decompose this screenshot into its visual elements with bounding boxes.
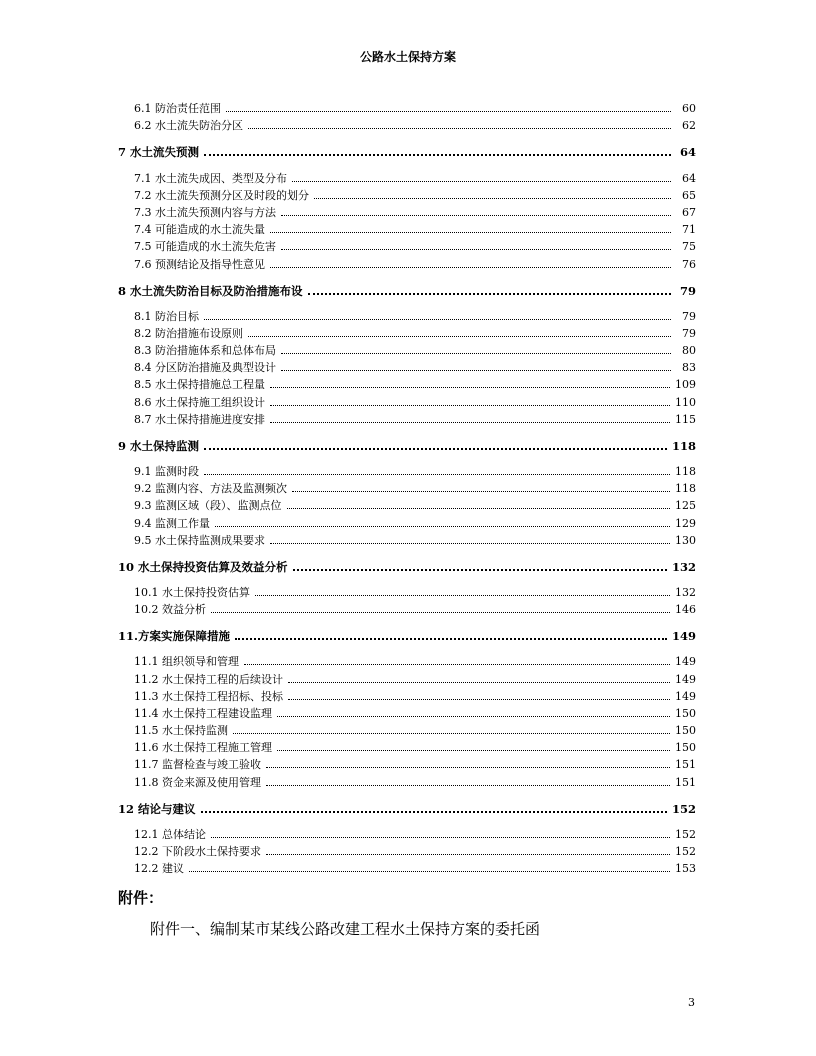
- toc-entry-label: 10.2 效益分析: [134, 603, 206, 617]
- toc-entry-label: 11.7 监督检查与竣工验收: [134, 758, 261, 772]
- toc-entry-label: 9.5 水土保持监测成果要求: [134, 533, 265, 547]
- toc-entry-page: 118: [671, 438, 696, 453]
- toc-entry-page: 79: [682, 326, 696, 340]
- toc-dot-leader: [235, 637, 667, 640]
- annex-item: 附件一、编制某市某线公路改建工程水土保持方案的委托函: [150, 920, 541, 938]
- toc-dot-leader: [288, 698, 670, 700]
- toc-entry-page: 146: [675, 603, 696, 617]
- toc-entry-page: 64: [679, 145, 696, 160]
- toc-section-entry[interactable]: [118, 306, 696, 323]
- toc-entry-label: 6.1 防治责任范围: [134, 102, 221, 116]
- toc-section-entry[interactable]: [118, 754, 696, 771]
- toc-entry-page: 71: [682, 223, 696, 237]
- toc-section-entry[interactable]: [118, 461, 696, 478]
- toc-section-entry[interactable]: [118, 495, 696, 512]
- toc-entry-page: 75: [682, 240, 696, 254]
- toc-chapter-entry[interactable]: [118, 434, 696, 453]
- toc-entry-label: 12 结论与建议: [118, 801, 196, 816]
- toc-entry-page: 152: [675, 827, 696, 841]
- page-number: 3: [688, 996, 695, 1009]
- toc-entry-label: 8 水土流失防治目标及防治措施布设: [118, 283, 303, 298]
- toc-dot-leader: [277, 749, 670, 751]
- toc-entry-page: 64: [682, 171, 696, 185]
- toc-chapter-entry[interactable]: [118, 797, 696, 816]
- toc-entry-page: 80: [682, 344, 696, 358]
- toc-entry-label: 7.6 预测结论及指导性意见: [134, 257, 265, 271]
- toc-dot-leader: [255, 594, 670, 596]
- toc-dot-leader: [270, 542, 670, 544]
- toc-entry-page: 62: [682, 119, 696, 133]
- toc-entry-page: 149: [671, 629, 696, 644]
- toc-entry-label: 9.4 监测工作量: [134, 516, 210, 530]
- toc-dot-leader: [292, 490, 670, 492]
- toc-dot-leader: [244, 663, 670, 665]
- toc-entry-label: 8.5 水土保持措施总工程量: [134, 378, 265, 392]
- toc-entry-label: 6.2 水土流失防治分区: [134, 119, 243, 133]
- toc-entry-label: 12.2 建议: [134, 862, 184, 876]
- toc-entry-label: 12.1 总体结论: [134, 827, 206, 841]
- toc-entry-page: 149: [675, 672, 696, 686]
- toc-entry-label: 9.2 监测内容、方法及监测频次: [134, 482, 287, 496]
- toc-entry-label: 7.5 可能造成的水土流失危害: [134, 240, 276, 254]
- toc-dot-leader: [293, 568, 667, 571]
- toc-section-entry[interactable]: [118, 409, 696, 426]
- toc-entry-label: 9.3 监测区域（段）、监测点位: [134, 499, 282, 513]
- toc-entry-label: 7.3 水土流失预测内容与方法: [134, 205, 276, 219]
- toc-entry-page: 118: [675, 465, 696, 478]
- toc-entry-page: 125: [675, 499, 696, 513]
- toc-section-entry[interactable]: [118, 703, 696, 720]
- toc-entry-page: 83: [682, 361, 696, 375]
- toc-entry-label: 7 水土流失预测: [118, 145, 200, 160]
- toc-dot-leader: [204, 318, 671, 320]
- toc-entry-page: 132: [675, 585, 696, 599]
- toc-section-entry[interactable]: [118, 478, 696, 495]
- toc-section-entry[interactable]: [118, 115, 696, 132]
- toc-entry-page: 130: [675, 533, 696, 547]
- toc-dot-leader: [204, 153, 671, 156]
- toc-section-entry[interactable]: [118, 219, 696, 236]
- toc-entry-label: 11.1 组织领导和管理: [134, 655, 239, 669]
- toc-chapter-entry[interactable]: [118, 279, 696, 298]
- toc-dot-leader: [277, 715, 670, 717]
- toc-dot-leader: [270, 266, 671, 268]
- toc-section-entry[interactable]: [118, 202, 696, 219]
- toc-section-entry[interactable]: [118, 686, 696, 703]
- toc-dot-leader: [204, 473, 670, 475]
- toc-entry-label: 8.2 防治措施布设原则: [134, 326, 243, 340]
- toc-dot-leader: [226, 110, 671, 112]
- toc-dot-leader: [189, 870, 670, 872]
- toc-dot-leader: [281, 369, 671, 371]
- toc-entry-label: 11.2 水土保持工程的后续设计: [134, 672, 283, 686]
- toc-section-entry[interactable]: [118, 512, 696, 529]
- toc-entry-page: 150: [675, 706, 696, 720]
- toc-entry-page: 129: [675, 516, 696, 530]
- table-of-contents: [118, 98, 696, 875]
- toc-entry-label: 8.3 防治措施体系和总体布局: [134, 344, 276, 358]
- toc-entry-page: 152: [671, 801, 696, 816]
- toc-entry-page: 110: [675, 395, 696, 409]
- toc-entry-label: 9 水土保持监测: [118, 438, 200, 453]
- toc-dot-leader: [248, 335, 671, 337]
- toc-dot-leader: [281, 214, 671, 216]
- toc-dot-leader: [288, 681, 670, 683]
- toc-entry-label: 11.6 水土保持工程施工管理: [134, 741, 272, 755]
- toc-section-entry[interactable]: [118, 323, 696, 340]
- toc-dot-leader: [281, 248, 671, 250]
- toc-dot-leader: [270, 404, 670, 406]
- toc-entry-label: 8.6 水土保持施工组织设计: [134, 395, 265, 409]
- toc-entry-label: 8.7 水土保持措施进度安排: [134, 412, 265, 426]
- toc-entry-page: 132: [671, 559, 696, 574]
- toc-dot-leader: [233, 732, 670, 734]
- toc-section-entry[interactable]: [118, 357, 696, 374]
- toc-section-entry[interactable]: [118, 599, 696, 616]
- toc-dot-leader: [201, 810, 667, 813]
- toc-dot-leader: [266, 766, 670, 768]
- toc-section-entry[interactable]: [118, 651, 696, 668]
- toc-dot-leader: [211, 836, 670, 838]
- toc-entry-page: 150: [675, 724, 696, 738]
- toc-dot-leader: [204, 447, 667, 450]
- toc-entry-label: 7.4 可能造成的水土流失量: [134, 223, 265, 237]
- toc-entry-page: 151: [675, 758, 696, 772]
- toc-entry-label: 12.2 下阶段水土保持要求: [134, 845, 261, 858]
- toc-dot-leader: [266, 853, 670, 855]
- toc-section-entry[interactable]: [118, 824, 696, 841]
- toc-entry-label: 8.1 防治目标: [134, 309, 199, 323]
- toc-entry-label: 11.5 水土保持监测: [134, 724, 228, 738]
- toc-chapter-entry[interactable]: [118, 624, 696, 643]
- toc-section-entry[interactable]: [118, 737, 696, 754]
- toc-entry-page: 60: [682, 102, 696, 116]
- toc-section-entry[interactable]: [118, 391, 696, 408]
- toc-section-entry[interactable]: [118, 185, 696, 202]
- toc-dot-leader: [308, 292, 671, 295]
- toc-entry-page: 150: [675, 741, 696, 755]
- toc-dot-leader: [270, 386, 670, 388]
- toc-entry-page: 79: [682, 309, 696, 323]
- toc-dot-leader: [266, 784, 670, 786]
- toc-entry-label: 8.4 分区防治措施及典型设计: [134, 361, 276, 375]
- toc-entry-page: 67: [682, 205, 696, 219]
- toc-entry-page: 149: [675, 689, 696, 703]
- toc-section-entry[interactable]: [118, 530, 696, 547]
- toc-entry-label: 7.1 水土流失成因、类型及分布: [134, 171, 287, 185]
- toc-dot-leader: [248, 127, 671, 129]
- toc-entry-page: 79: [679, 283, 696, 298]
- toc-entry-label: 11.3 水土保持工程招标、投标: [134, 689, 283, 703]
- toc-section-entry[interactable]: [118, 668, 696, 685]
- toc-entry-label: 7.2 水土流失预测分区及时段的划分: [134, 188, 309, 202]
- toc-section-entry[interactable]: [118, 582, 696, 599]
- toc-entry-page: 149: [675, 655, 696, 669]
- toc-dot-leader: [270, 231, 671, 233]
- toc-chapter-entry[interactable]: [118, 140, 696, 159]
- toc-section-entry[interactable]: [118, 858, 696, 875]
- toc-entry-page: 76: [682, 257, 696, 271]
- toc-dot-leader: [281, 352, 671, 354]
- page-header-title: 公路水土保持方案: [359, 50, 456, 64]
- toc-section-entry[interactable]: [118, 253, 696, 270]
- toc-section-entry[interactable]: [118, 374, 696, 391]
- toc-section-entry[interactable]: [118, 771, 696, 788]
- toc-dot-leader: [292, 180, 671, 182]
- toc-dot-leader: [287, 507, 671, 509]
- toc-entry-label: 11.8 资金来源及使用管理: [134, 775, 261, 789]
- toc-section-entry[interactable]: [118, 98, 696, 115]
- annex-heading: 附件：: [118, 889, 164, 907]
- toc-entry-label: 9.1 监测时段: [134, 465, 199, 478]
- toc-dot-leader: [211, 611, 670, 613]
- toc-section-entry[interactable]: [118, 236, 696, 253]
- toc-section-entry[interactable]: [118, 720, 696, 737]
- toc-entry-page: 151: [675, 775, 696, 789]
- toc-entry-page: 115: [675, 412, 696, 426]
- toc-dot-leader: [270, 421, 670, 423]
- toc-entry-label: 10.1 水土保持投资估算: [134, 585, 250, 599]
- toc-entry-page: 152: [675, 845, 696, 858]
- toc-entry-label: 11.4 水土保持工程建设监理: [134, 706, 272, 720]
- toc-entry-page: 118: [675, 482, 696, 496]
- toc-chapter-entry[interactable]: [118, 555, 696, 574]
- toc-section-entry[interactable]: [118, 167, 696, 184]
- toc-entry-label: 11.方案实施保障措施: [118, 629, 231, 644]
- toc-entry-page: 153: [675, 862, 696, 876]
- toc-entry-page: 65: [682, 188, 696, 202]
- toc-section-entry[interactable]: [118, 841, 696, 858]
- toc-entry-label: 10 水土保持投资估算及效益分析: [118, 559, 288, 574]
- toc-entry-page: 109: [675, 378, 696, 392]
- toc-dot-leader: [314, 197, 671, 199]
- toc-dot-leader: [215, 525, 670, 527]
- toc-section-entry[interactable]: [118, 340, 696, 357]
